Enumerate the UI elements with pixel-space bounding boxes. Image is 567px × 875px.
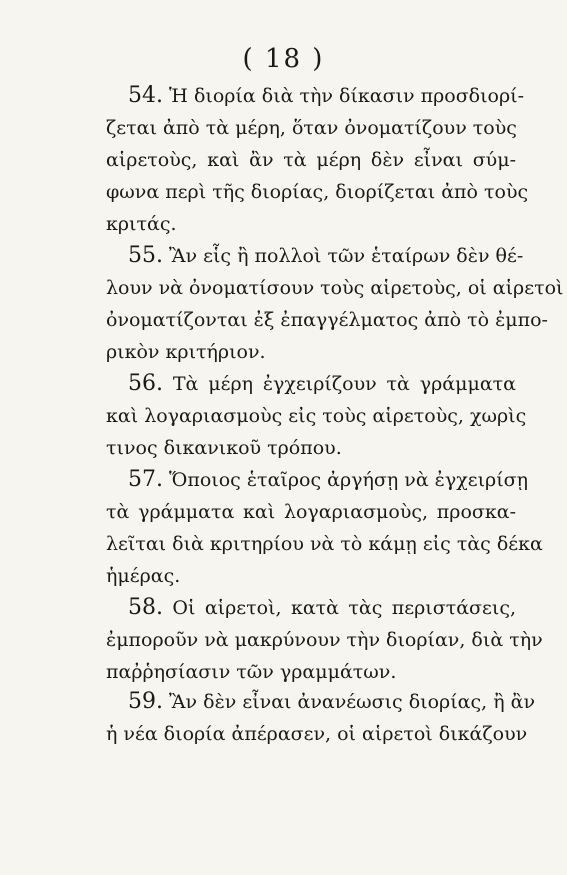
paragraph-number: 55. [128,243,163,268]
paragraph-line: 57. Ὅποιος ἑταῖρος ἀργήσῃ νὰ ἐγχειρίσῃ [128,467,529,492]
paragraph-line: ἐμποροῦν νὰ μακρύνουν τὴν διορίαν, διὰ τὴν [106,629,543,651]
paragraph-59 [106,686,536,750]
paragraph-line: τὰ γράμματα καὶ λογαριασμοὺς, προσκα- [106,501,516,523]
paragraph-line: φωνα περὶ τῆς διορίας, διορίζεται ἀπὸ τοὺς [106,181,529,203]
paragraph-56 [106,368,527,464]
paragraph-54 [106,80,529,240]
paragraph-line: ἡ νέα διορία ἀπέρασεν, οἱ αἱρετοὶ δικάζουν [106,723,528,745]
paragraph-line: ζεται ἀπὸ τὰ μέρη, ὅταν ὀνοματίζουν τοὺς [106,117,517,139]
paragraph-line: παῤῥησίασιν τῶν γραμμάτων. [106,661,397,683]
paragraph-number: 54. [128,83,163,108]
paragraph-line: ἡμέρας. [106,565,181,587]
paragraph-line: ρικὸν κριτήριον. [106,341,266,363]
paragraph-line: καὶ λογαριασμοὺς εἰς τοὺς αἱρετοὺς, χωρὶς [106,405,527,427]
paragraph-line: 58. Οἱ αἱρετοὶ, κατὰ τὰς περιστάσεις, [128,595,516,620]
paragraph-line: 59. Ἂν δὲν εἶναι ἀνανέωσις διορίας, ἢ ἂν [128,689,536,714]
paragraph-line: λουν νὰ ὀνοματίσουν τοὺς αἱρετοὺς, οἱ αἱρετοὶ [106,277,564,299]
paragraph-number: 57. [128,467,163,492]
paragraph-line: ὀνοματίζονται ἐξ ἐπαγγέλματος ἀπὸ τὸ ἐμπο- [106,309,548,331]
paragraph-number: 58. [128,595,163,620]
paragraph-number: 56. [128,371,163,396]
page-number: ( 18 ) [242,44,325,74]
paragraph-line: κριτάς. [106,213,177,235]
paragraph-number: 59. [128,689,163,714]
paragraph-line: 56. Τὰ μέρη ἐγχειρίζουν τὰ γράμματα [128,371,516,396]
paragraph-58 [106,592,543,688]
paragraph-line: 55. Ἂν εἷς ἢ πολλοὶ τῶν ἑταίρων δὲν θέ- [128,243,524,268]
paragraph-line: 54. Ἡ διορία διὰ τὴν δίκασιν προσδιορί- [128,83,525,108]
paragraph-line: τινος δικανικοῦ τρόπου. [106,437,342,459]
paragraph-line: αἱρετοὺς, καὶ ἂν τὰ μέρη δὲν εἶναι σύμ- [106,149,516,171]
paragraph-55 [106,240,564,368]
paragraph-57 [106,464,543,592]
paragraph-line: λεῖται διὰ κριτηρίου νὰ τὸ κάμῃ εἰς τὰς δέκα [106,533,543,555]
